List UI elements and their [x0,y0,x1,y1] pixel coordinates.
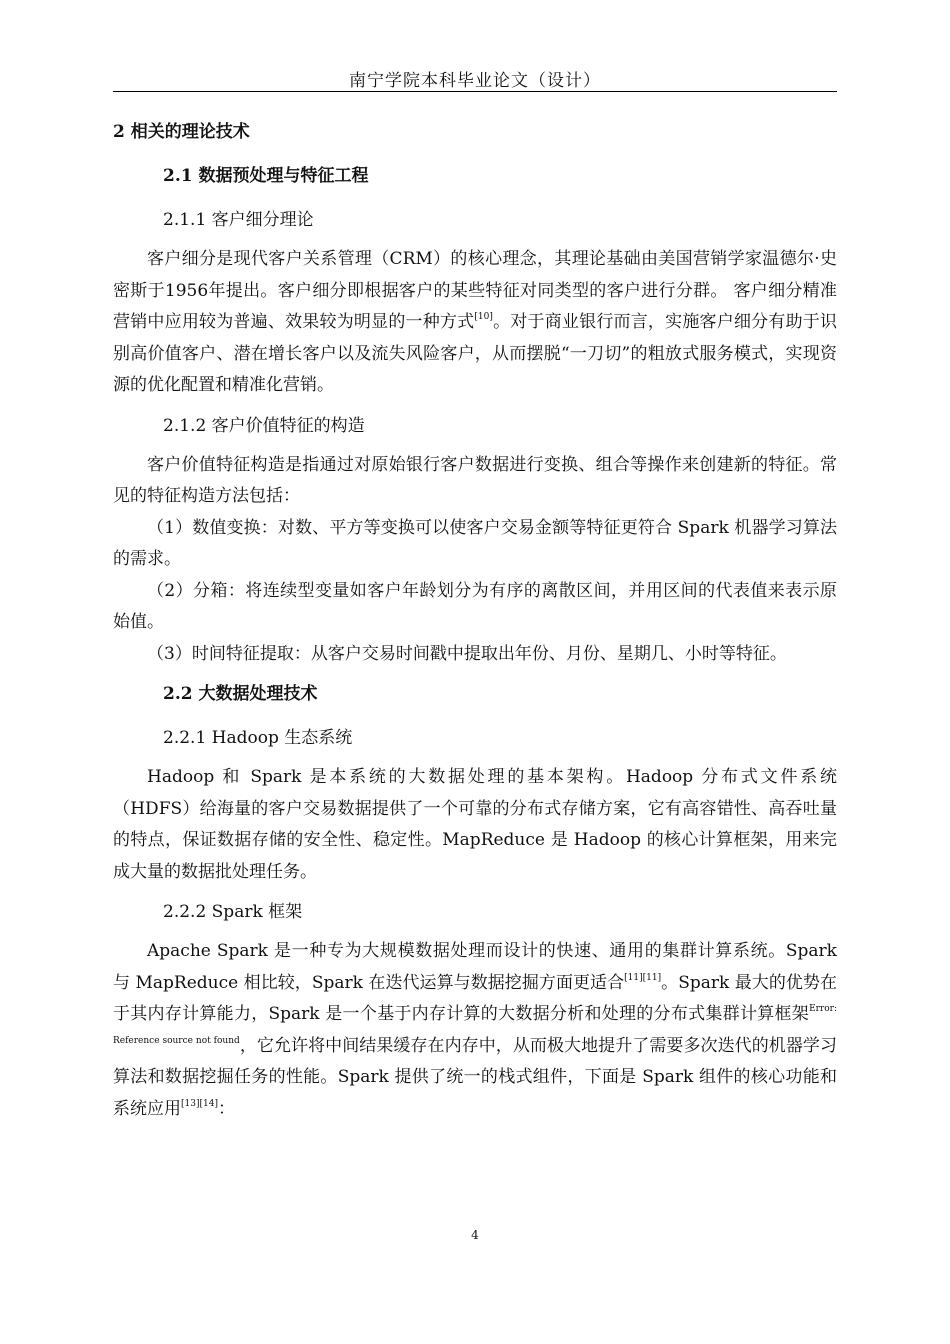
paragraph-text: Apache Spark 是一种专为大规模数据处理而设计的快速、通用的集群计算系统。Spark 与 MapReduce 相比较，Spark 在迭代运算与数据挖掘方面更适合 [113,941,837,993]
list-item: （2）分箱：将连续型变量如客户年龄划分为有序的离散区间，并用区间的代表值来表示原始值。 [113,580,837,632]
section-2-2-heading: 2.2 大数据处理技术 [163,684,318,704]
section-2-heading: 2 相关的理论技术 [113,122,250,142]
paragraph-text: ： [217,1098,235,1119]
section-2-2-1-heading: 2.2.1 Hadoop 生态系统 [163,728,353,748]
list-item: （1）数值变换：对数、平方等变换可以使客户交易金额等特征更符合 Spark 机器学习算法的需求。 [113,517,837,569]
section-2-1-heading: 2.1 数据预处理与特征工程 [163,166,369,186]
section-2-1-1-heading: 2.1.1 客户细分理论 [163,210,314,230]
section-2-2-2-heading: 2.2.2 Spark 框架 [163,902,303,922]
spark-paragraph [113,936,837,1125]
page-header-title: 南宁学院本科毕业论文（设计） [349,71,601,91]
page-number: 4 [471,1228,479,1242]
header-rule [113,91,837,92]
paragraph-text: 。对于商业银行而言，实施客户细分有助于识别高价值客户、潜在增长客户以及流失风险客户，从而摆脱“一刀切”的粗放式服务模式，实现资源的优化配置和精准化营销。 [113,312,838,395]
list-item: （3）时间特征提取：从客户交易时间戳中提取出年份、月份、星期几、小时等特征。 [147,643,787,664]
reference-error-text: Error: Reference source not found [113,1004,837,1046]
citation-ref: [10] [474,312,493,322]
paragraph-text: ，它允许将中间结果缓存在内存中，从而极大地提升了需要多次迭代的机器学习算法和数据挖掘任务的性能。Spark 提供了统一的栈式组件，下面是 Spark 组件的核心功能和系统应用 [113,1035,837,1119]
page-body [113,112,837,1125]
citation-ref: [13][14] [181,1098,218,1109]
section-2-1-2-heading: 2.1.2 客户价值特征的构造 [163,415,365,436]
paragraph-text: 客户细分是现代客户关系管理（CRM）的核心理念，其理论基础由美国营销学家温德尔·史密斯于1956年提出。客户细分即根据客户的某些特征对同类型的客户进行分群。 客户细分精准营销中应用较为普遍、效果较为明显的一种方式 [113,249,837,332]
citation-ref: [11][11] [624,972,662,983]
paragraph-text: 。Spark 最大的优势在于其内存计算能力，Spark 是一个基于内存计算的大数据分析和处理的分布式集群计算框架 [113,972,838,1024]
hadoop-paragraph: Hadoop 和 Spark 是本系统的大数据处理的基本架构。Hadoop 分布式文件系统（HDFS）给海量的客户交易数据提供了一个可靠的分布式存储方案，它有高容错性、高吞吐量的特点，保证数据存储的安全性、稳定性。MapReduce 是 Hadoop 的核心计算框架，用来完成大量的数据批处理任务。 [113,767,837,882]
feature-construction-intro: 客户价值特征构造是指通过对原始银行客户数据进行变换、组合等操作来创建新的特征。常见的特征构造方法包括： [113,454,837,506]
customer-segmentation-paragraph [113,244,837,402]
